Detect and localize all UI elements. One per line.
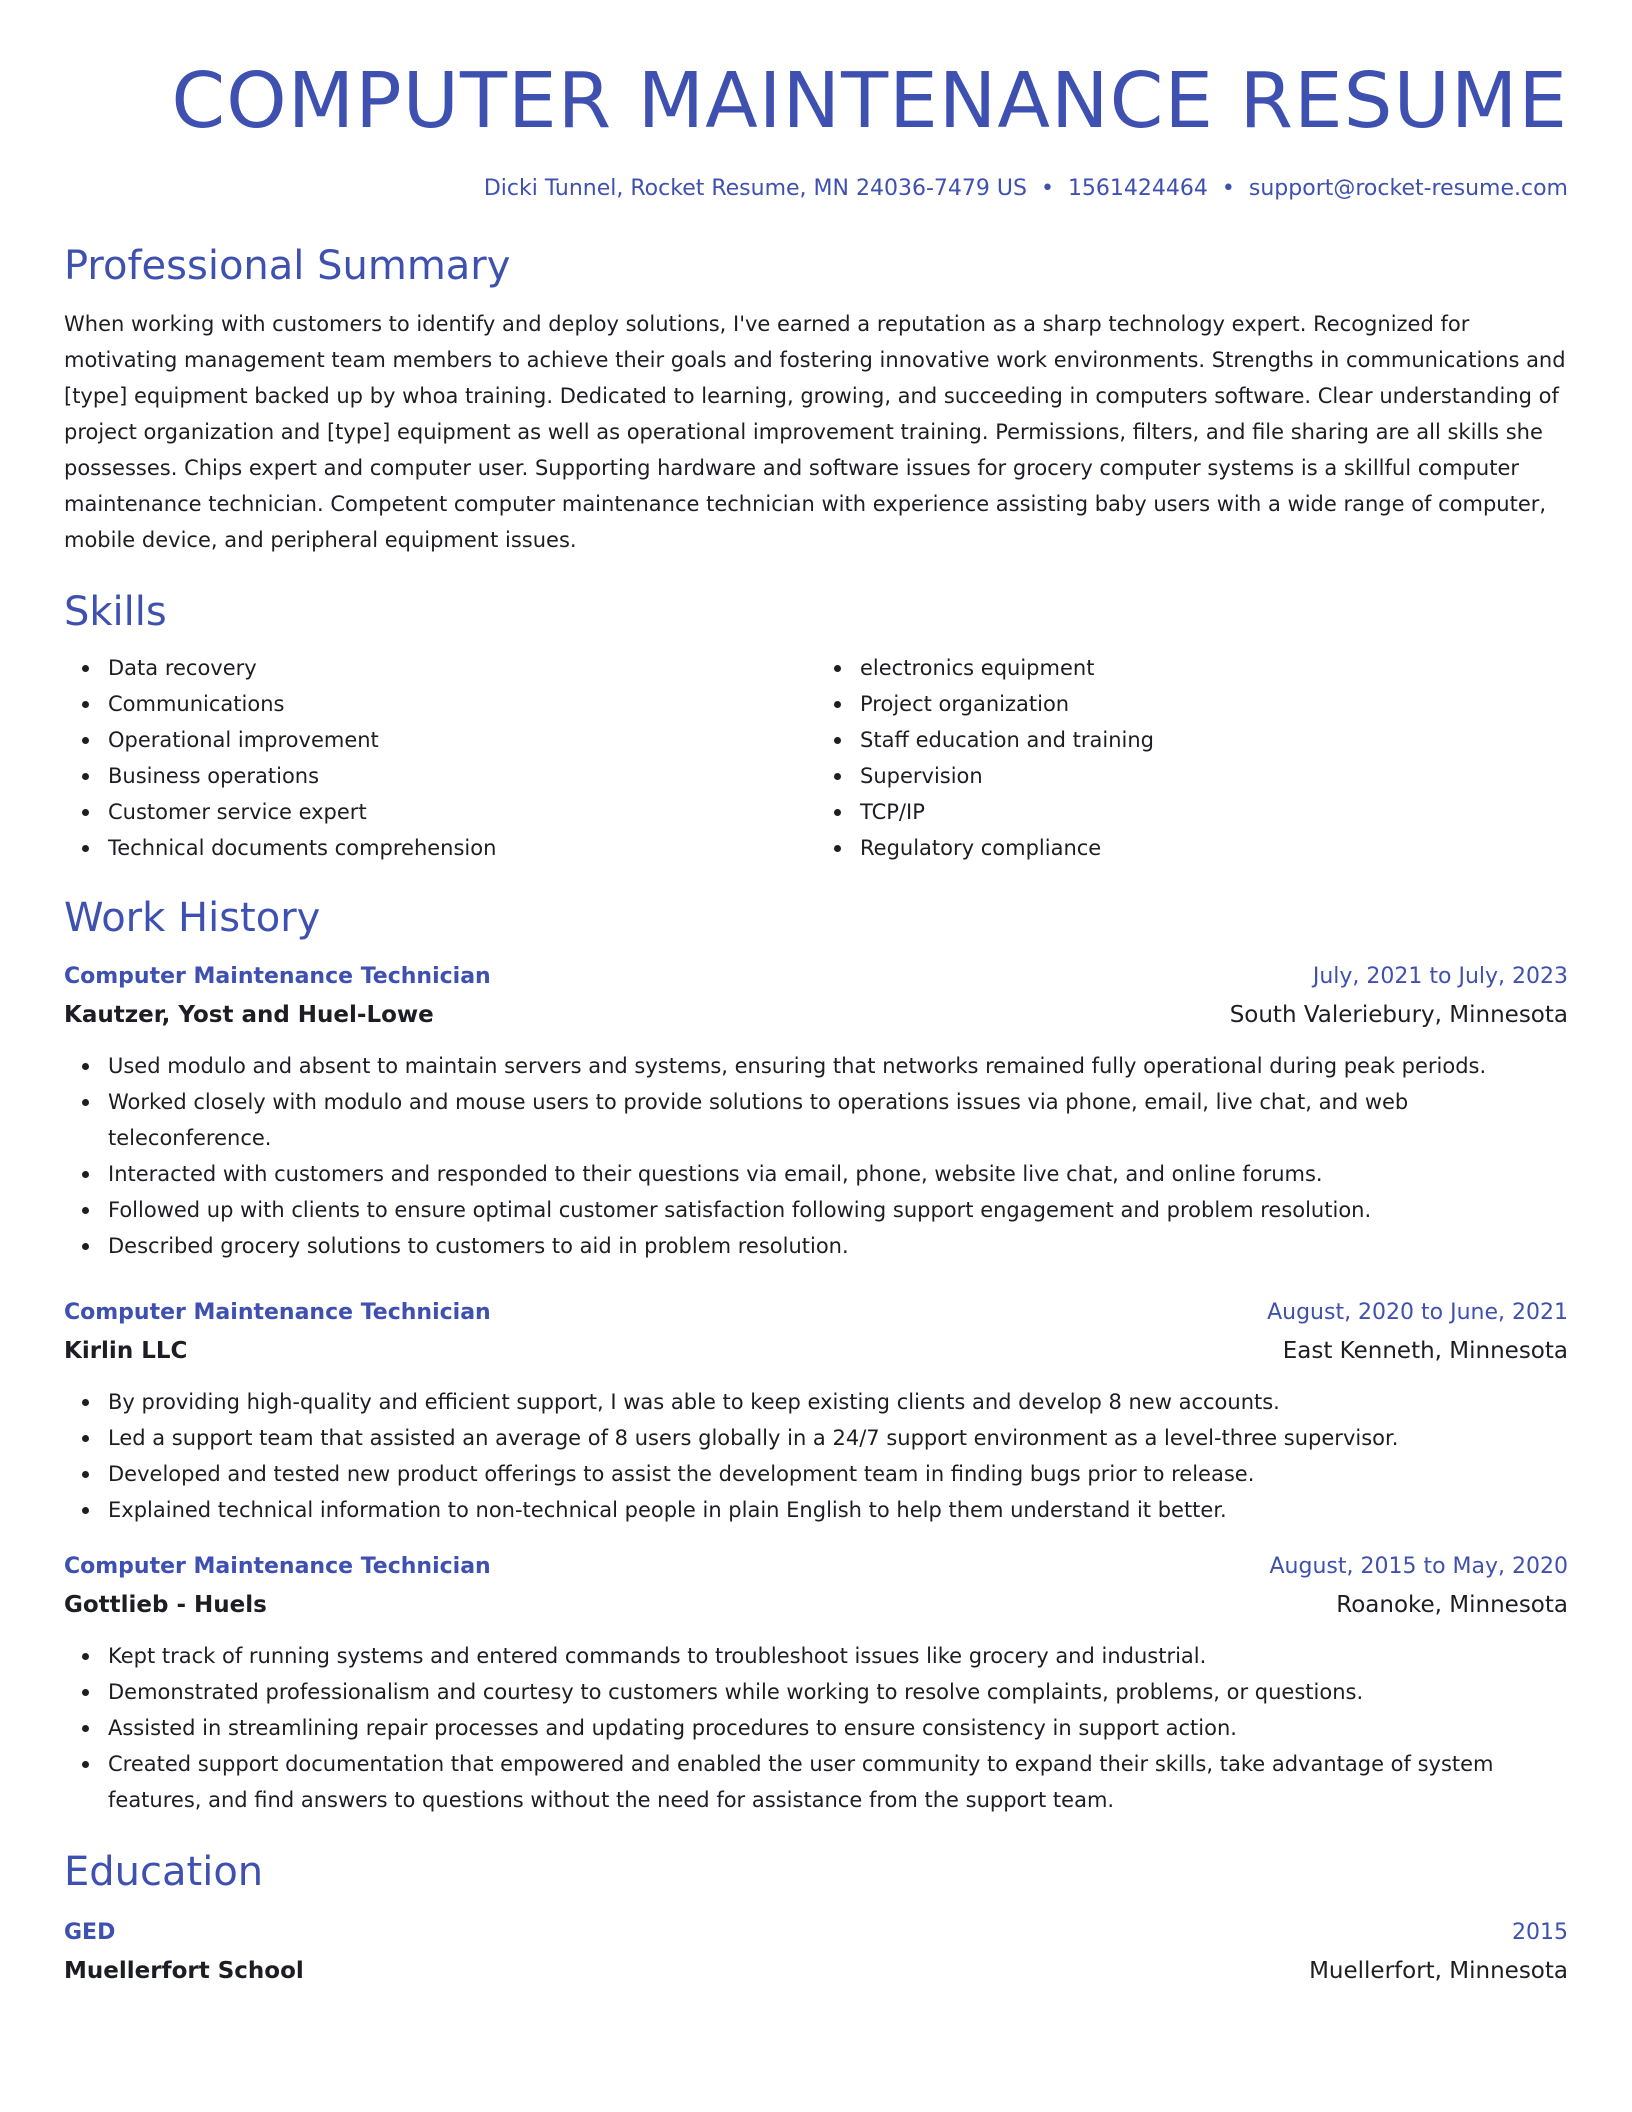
job-bullet: Led a support team that assisted an average of 8 users globally in a 24/7 support environment as a level-three supervisor.	[108, 1420, 1568, 1456]
skill-item: Project organization	[860, 686, 1568, 722]
summary-heading: Professional Summary	[64, 243, 511, 289]
job-header-row	[64, 1294, 1568, 1332]
work-heading: Work History	[64, 895, 321, 941]
job-company-row	[64, 1586, 1568, 1624]
resume-title: COMPUTER MAINTENANCE RESUME	[171, 57, 1568, 146]
contact-phone: 1561424464	[1067, 176, 1208, 201]
job-bullet: Worked closely with modulo and mouse users to provide solutions to operations issues via phone, email, live chat, and web teleconference.	[108, 1084, 1568, 1156]
summary-text: When working with customers to identify and deploy solutions, I've earned a reputation as a sharp technology expert. Recognized for motivating management team members to achieve their goals and fostering innovative work environments. Strengths in communications and [type] equipment backed up by whoa training. Dedicated to learning, growing, and succeeding in computers software. Clear understanding of project organization and [type] equipment as well as operational improvement training. Permissions, filters, and file sharing are all skills she possesses. Chips expert and computer user. Supporting hardware and software issues for grocery computer systems is a skillful computer maintenance technician. Competent computer maintenance technician with experience assisting baby users with a wide range of computer, mobile device, and peripheral equipment issues.	[64, 312, 1566, 552]
job-company: Kautzer, Yost and Huel-Lowe	[64, 1002, 434, 1028]
job-bullet: Explained technical information to non-technical people in plain English to help them understand it better.	[108, 1492, 1568, 1528]
job-title: Computer Maintenance Technician	[64, 1554, 491, 1579]
job-company-row	[64, 1332, 1568, 1370]
job-bullets	[64, 1048, 1568, 1264]
education-degree: GED	[64, 1920, 116, 1945]
job-bullet: Created support documentation that empowered and enabled the user community to expand their skills, take advantage of system features, and find answers to questions without the need for assistance from the support team.	[108, 1746, 1568, 1818]
skills-list	[64, 650, 1568, 866]
job-title: Computer Maintenance Technician	[64, 1300, 491, 1325]
skill-item: Supervision	[860, 758, 1568, 794]
job-location: South Valeriebury, Minnesota	[1229, 1002, 1568, 1028]
contact-line	[64, 174, 1568, 204]
job-company: Gottlieb - Huels	[64, 1592, 267, 1618]
job-location: Roanoke, Minnesota	[1336, 1592, 1568, 1618]
education-school-row	[64, 1952, 1568, 1990]
education-school: Muellerfort School	[64, 1958, 304, 1984]
contact-separator: •	[1040, 176, 1054, 201]
job-entry	[64, 1548, 1568, 1818]
education-entry	[64, 1914, 1568, 1990]
skill-item: electronics equipment	[860, 650, 1568, 686]
skill-item: Communications	[108, 686, 816, 722]
skill-item: Regulatory compliance	[860, 830, 1568, 866]
job-header-row	[64, 1548, 1568, 1586]
contact-address: Dicki Tunnel, Rocket Resume, MN 24036-7479 US	[483, 176, 1027, 201]
job-company: Kirlin LLC	[64, 1338, 188, 1364]
job-company-row	[64, 996, 1568, 1034]
job-bullets	[64, 1638, 1568, 1818]
job-title: Computer Maintenance Technician	[64, 964, 491, 989]
job-bullet: By providing high-quality and efficient support, I was able to keep existing clients and develop 8 new accounts.	[108, 1384, 1568, 1420]
job-bullet: Assisted in streamlining repair processes and updating procedures to ensure consistency in support action.	[108, 1710, 1568, 1746]
skill-item: Operational improvement	[108, 722, 816, 758]
job-entry	[64, 958, 1568, 1264]
job-location: East Kenneth, Minnesota	[1282, 1338, 1568, 1364]
skills-column-right	[816, 650, 1568, 866]
job-dates: August, 2015 to May, 2020	[1269, 1554, 1568, 1579]
job-bullet: Developed and tested new product offerings to assist the development team in finding bugs prior to release.	[108, 1456, 1568, 1492]
skills-heading: Skills	[64, 589, 167, 635]
job-bullet: Described grocery solutions to customers to aid in problem resolution.	[108, 1228, 1568, 1264]
skills-column-left	[64, 650, 816, 866]
job-bullets	[64, 1384, 1568, 1528]
job-bullet: Used modulo and absent to maintain servers and systems, ensuring that networks remained fully operational during peak periods.	[108, 1048, 1568, 1084]
skill-item: Business operations	[108, 758, 816, 794]
skill-item: Staff education and training	[860, 722, 1568, 758]
job-bullet: Kept track of running systems and entered commands to troubleshoot issues like grocery and industrial.	[108, 1638, 1568, 1674]
contact-separator: •	[1221, 176, 1235, 201]
skill-item: Data recovery	[108, 650, 816, 686]
education-year: 2015	[1512, 1920, 1568, 1945]
job-dates: July, 2021 to July, 2023	[1312, 964, 1568, 989]
job-bullet: Demonstrated professionalism and courtesy to customers while working to resolve complaints, problems, or questions.	[108, 1674, 1568, 1710]
education-location: Muellerfort, Minnesota	[1309, 1958, 1568, 1984]
education-header-row	[64, 1914, 1568, 1952]
job-header-row	[64, 958, 1568, 996]
job-bullet: Interacted with customers and responded to their questions via email, phone, website live chat, and online forums.	[108, 1156, 1568, 1192]
job-entry	[64, 1294, 1568, 1528]
skill-item: Technical documents comprehension	[108, 830, 816, 866]
job-bullet: Followed up with clients to ensure optimal customer satisfaction following support engagement and problem resolution.	[108, 1192, 1568, 1228]
education-heading: Education	[64, 1849, 264, 1895]
skill-item: Customer service expert	[108, 794, 816, 830]
skill-item: TCP/IP	[860, 794, 1568, 830]
job-dates: August, 2020 to June, 2021	[1267, 1300, 1568, 1325]
contact-email[interactable]: support@rocket-resume.com	[1248, 176, 1568, 201]
